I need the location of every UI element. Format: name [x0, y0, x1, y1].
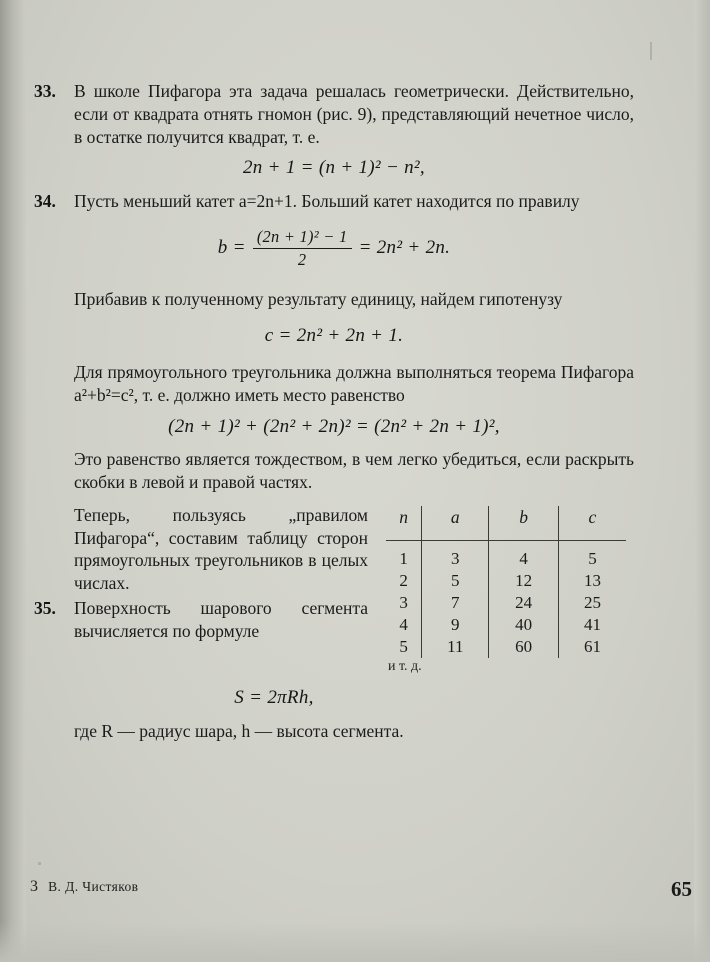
item-text-33: В школе Пифагора эта задача решалась геометрически. Действительно, если от квадрата отнять гномон (рис. 9), представляющий нечетное число, в остатке получится квадрат, т. е.: [74, 81, 634, 147]
table-header-n: n: [399, 506, 408, 527]
signature-text: В. Д. Чистяков: [48, 879, 139, 894]
paragraph-item-33: [34, 80, 634, 148]
table-and-text-section: [34, 504, 634, 675]
rule-cell: [422, 532, 489, 541]
paragraph-pythagoras-text: Для прямоугольного треугольника должна выполняться теорема Пифагора a²+b²=c², т. е. должно иметь место равенство: [74, 361, 634, 405]
cell-c: 41: [558, 614, 626, 636]
rule-cell: [386, 532, 422, 541]
cell-n: 1: [399, 549, 408, 569]
table-note: и т. д.: [388, 659, 422, 675]
sides-table-container: [386, 506, 626, 676]
table-gap-cell: [386, 540, 422, 548]
formula-3: c = 2n² + 2n + 1.: [264, 324, 404, 346]
formula-2-rhs: = 2n² + 2n.: [358, 236, 451, 258]
item-number-35: 35.: [34, 597, 56, 618]
formula-2-numerator: (2n + 1)² − 1: [253, 227, 352, 249]
table-header-c: c: [558, 506, 626, 532]
table-header-a: a: [422, 506, 489, 532]
cell-a: 9: [422, 614, 489, 636]
cell-c: 13: [558, 570, 626, 592]
formula-1: 2n + 1 = (n + 1)² − n²,: [243, 157, 425, 179]
cell-c: 25: [558, 592, 626, 614]
formula-2-fraction: [253, 227, 352, 270]
formula-2: [34, 227, 634, 270]
paragraph-pythagoras: [34, 361, 634, 407]
formula-2-lhs: b =: [217, 236, 246, 258]
table-row: [386, 570, 626, 592]
cell-n: 4: [399, 615, 408, 635]
cell-a: 11: [422, 636, 489, 658]
page-bottom-edge: [0, 922, 710, 962]
table-row: [386, 548, 626, 570]
paragraph-rule-text: Теперь, пользуясь „правилом Пифагора“, составим таблицу сторон прямоугольных треугольников в целых числах.: [74, 504, 368, 593]
signature-mark: 3: [30, 878, 39, 895]
item-text-34: Пусть меньший катет a=2n+1. Больший катет находится по правилу: [74, 191, 580, 212]
formula-2-denominator: 2: [297, 250, 307, 269]
item-number-34: 34.: [34, 191, 56, 212]
table-gap-cell: [489, 540, 559, 548]
table-spacer-row: [386, 532, 626, 541]
table-header-row: [386, 506, 626, 532]
formula-5: S = 2πRh,: [234, 687, 314, 709]
cell-c: 61: [558, 636, 626, 658]
page-number: 65: [671, 877, 692, 901]
page-binding-edge: [0, 0, 26, 962]
paragraph-notation-text: где R — радиус шара, h — высота сегмента.: [74, 721, 404, 742]
cell-n: 2: [399, 571, 408, 591]
rule-cell: [558, 532, 626, 541]
table-header-b: b: [489, 506, 559, 532]
cell-b: 4: [489, 548, 559, 570]
paragraph-hypotenuse-text: Прибавив к полученному результату единицу, найдем гипотенузу: [74, 289, 563, 309]
cell-c: 5: [558, 548, 626, 570]
paper-speck: [38, 862, 41, 865]
cell-b: 40: [489, 614, 559, 636]
formula-4: (2n + 1)² + (2n² + 2n)² = (2n² + 2n + 1)²,: [168, 416, 500, 438]
cell-a: 3: [422, 548, 489, 570]
item-text-35: Поверхность шарового сегмента вычисляется по формуле: [74, 597, 368, 641]
cell-n: 3: [399, 593, 408, 613]
cell-a: 5: [422, 570, 489, 592]
rule-cell: [489, 532, 559, 541]
page-footer: [30, 878, 670, 896]
cell-b: 24: [489, 592, 559, 614]
cell-b: 60: [489, 636, 559, 658]
cell-b: 12: [489, 570, 559, 592]
paragraph-item-35: [34, 597, 634, 643]
paragraph-identity: [34, 448, 634, 494]
item-number-33: 33.: [34, 81, 56, 101]
paragraph-hypotenuse: [34, 288, 634, 311]
table-row: [386, 540, 626, 548]
table-gap-cell: [422, 540, 489, 548]
paragraph-identity-text: Это равенство является тождеством, в чем легко убедиться, если раскрыть скобки в левой и правой частях.: [74, 449, 634, 492]
table-head: [386, 506, 626, 532]
table-gap-cell: [558, 540, 626, 548]
page-right-edge: [694, 0, 710, 962]
paragraph-item-34: [34, 190, 634, 213]
page-content: [34, 80, 634, 745]
paper-speck: [650, 42, 652, 60]
cell-n: 5: [399, 637, 408, 657]
paragraph-notation: [34, 720, 634, 743]
cell-a: 7: [422, 592, 489, 614]
